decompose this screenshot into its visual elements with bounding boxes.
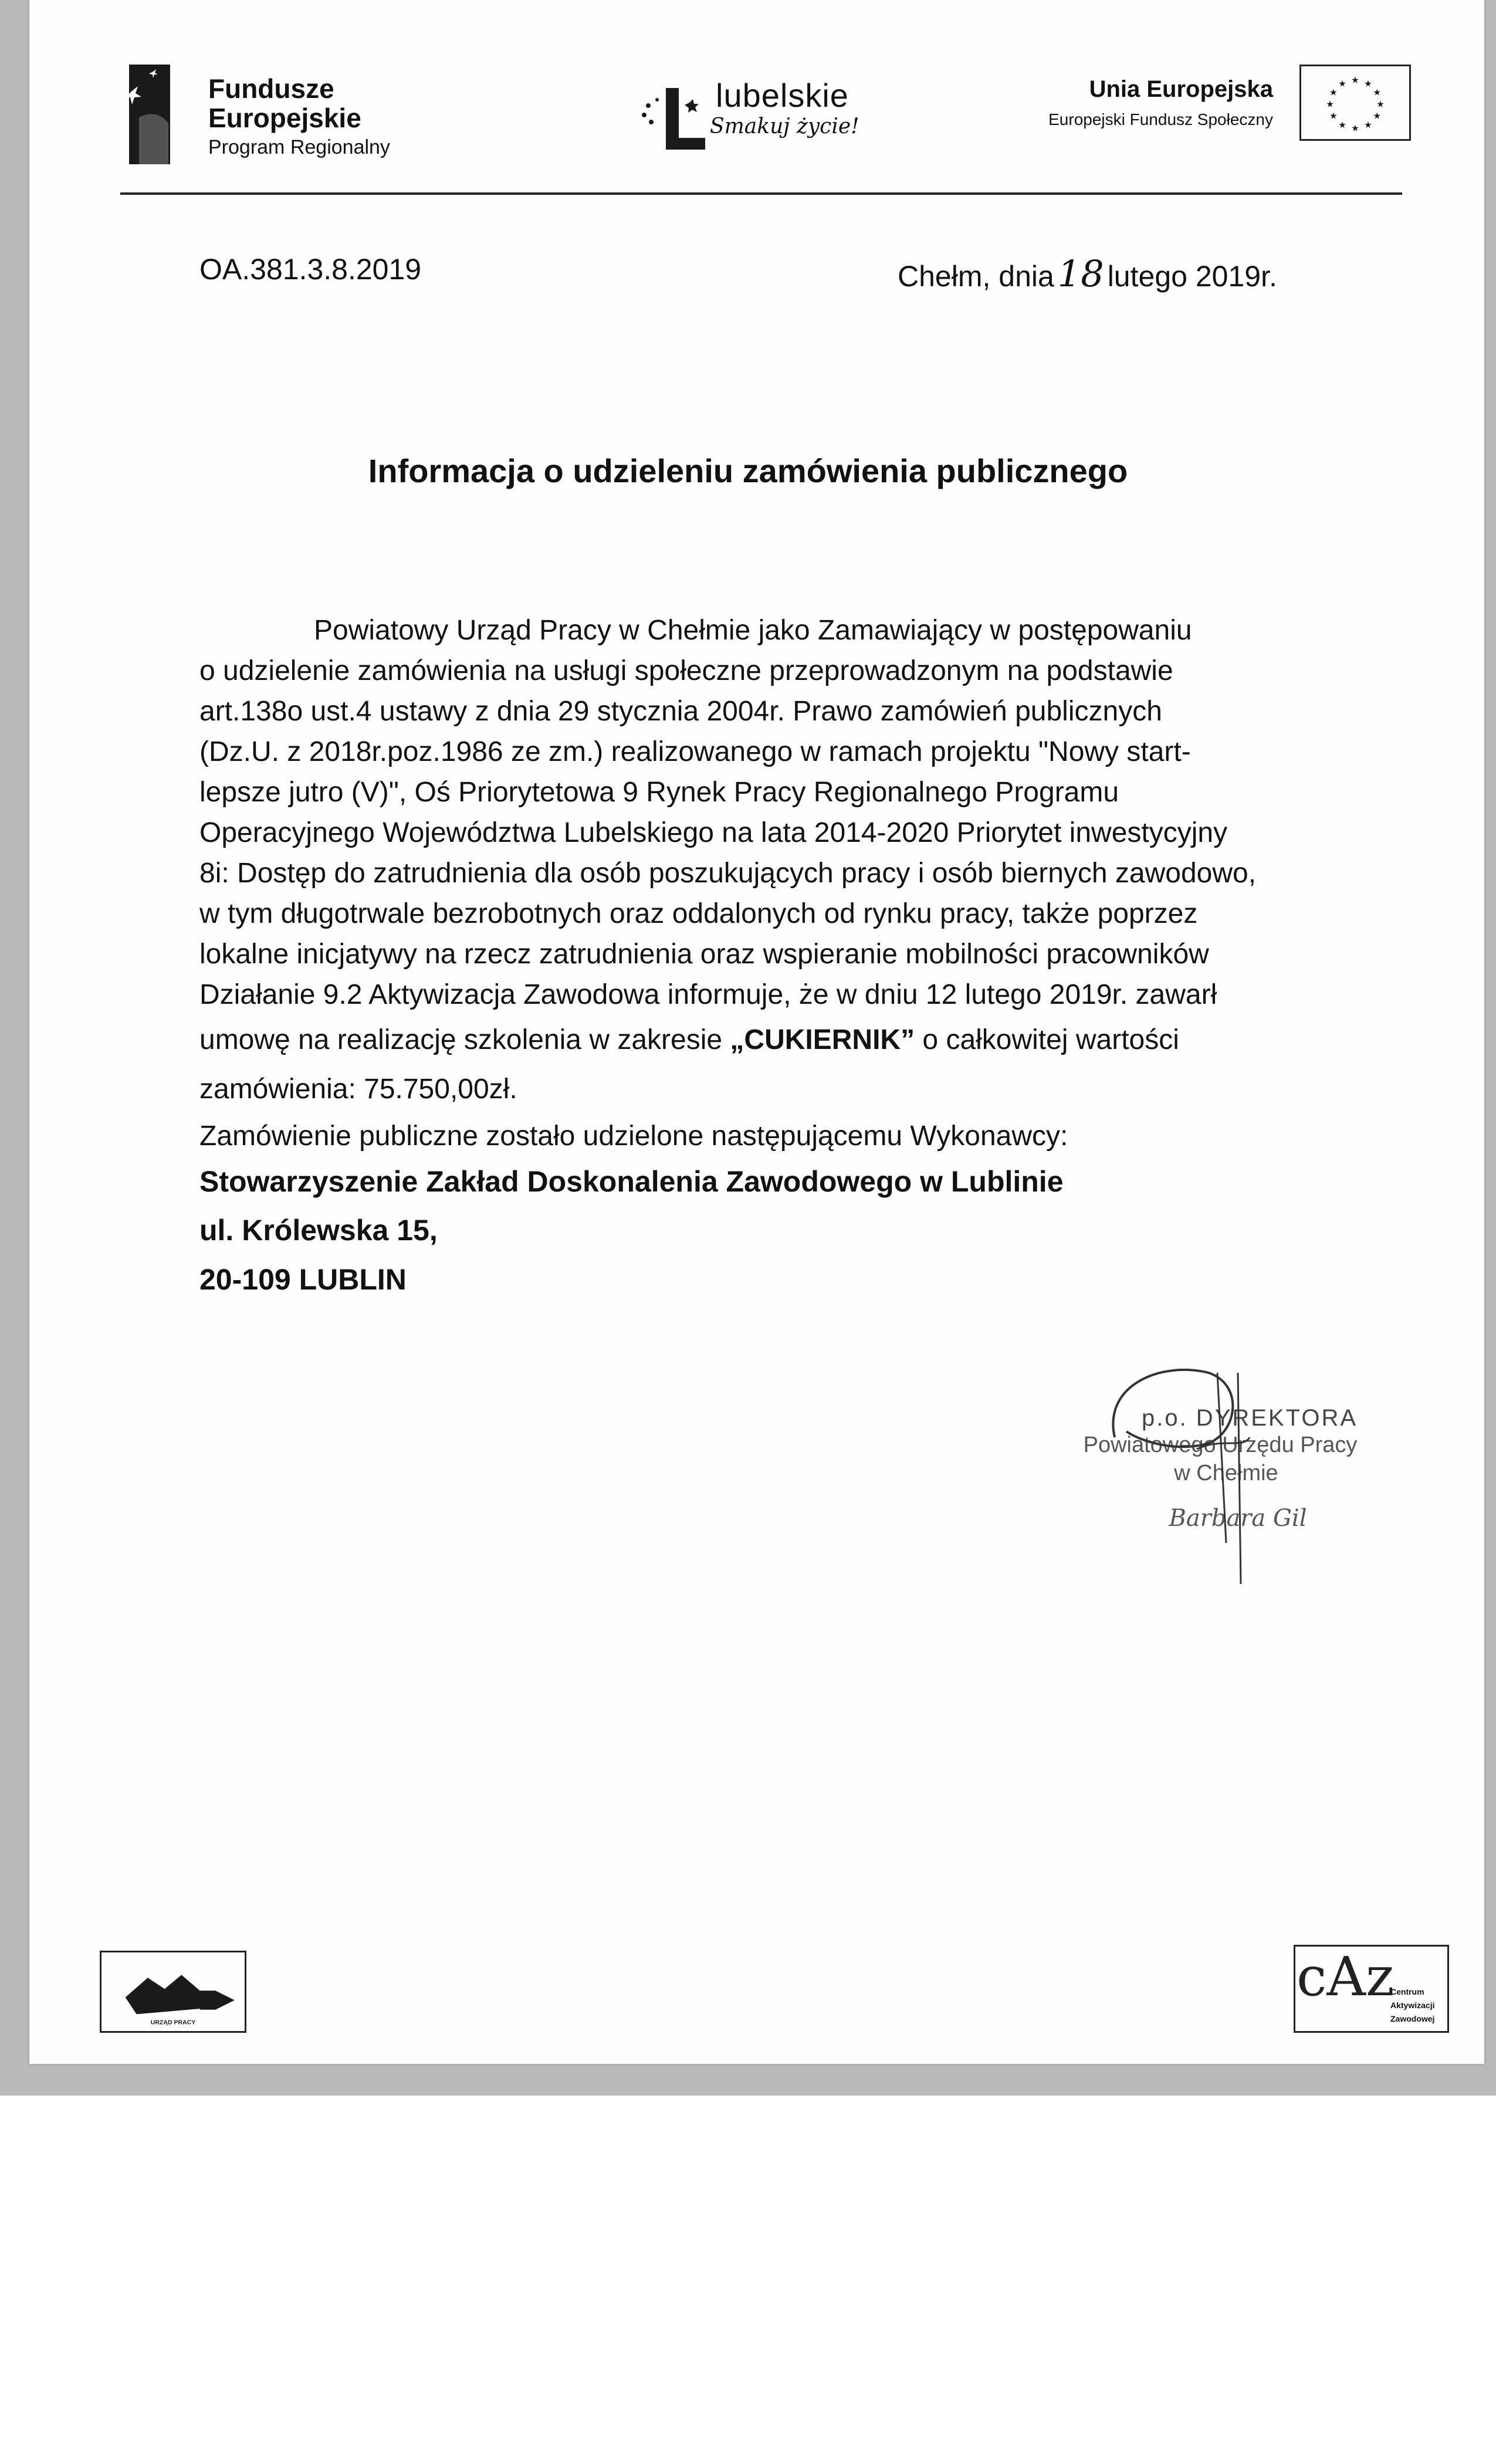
svg-text:★: ★ [1338, 119, 1346, 130]
fe-logo-line2: Europejskie [208, 103, 361, 133]
caz-logo-letters: cAz [1297, 1945, 1395, 2008]
contractor-street: ul. Królewska 15, [199, 1214, 438, 1247]
body-line-5: lepsze jutro (V)", Oś Priorytetowa 9 Rynek Pracy Regionalnego Programu [199, 777, 1119, 808]
body-line-6: Operacyjnego Województwa Lubelskiego na lata 2014-2020 Priorytet inwestycyjny [199, 817, 1228, 848]
body-line-2: o udzielenie zamówienia na usługi społeczne przeprowadzonym na podstawie [199, 655, 1173, 686]
urzad-pracy-logo-icon [100, 1951, 246, 2033]
body-line-7: 8i: Dostęp do zatrudnienia dla osób poszukujących pracy i osób biernych zawodowo, [199, 858, 1257, 889]
body-line-10: Działanie 9.2 Aktywizacja Zawodowa informuje, że w dniu 12 lutego 2019r. zawarł [199, 979, 1217, 1010]
svg-text:★: ★ [1373, 87, 1382, 98]
svg-text:★: ★ [1364, 119, 1372, 130]
caz-logo-line3: Zawodowej [1390, 2014, 1435, 2023]
contract-line [199, 1020, 1179, 1060]
contractor-name: Stowarzyszenie Zakład Doskonalenia Zawodowego w Lublinie [199, 1165, 1064, 1198]
lubelskie-logo-title: lubelskie [716, 77, 849, 114]
body-line-3: art.138o ust.4 ustawy z dnia 29 stycznia 2004r. Prawo zamówień publicznych [199, 696, 1162, 727]
lubelskie-logo-icon [634, 76, 716, 158]
stamp-signatory-name: Barbara Gil [1169, 1505, 1307, 1532]
body-line-8: w tym długotrwale bezrobotnych oraz oddalonych od rynku pracy, także poprzez [199, 898, 1198, 929]
fe-logo-line3: Program Regionalny [208, 136, 390, 158]
pup-logo-text: URZĄD PRACY [150, 2019, 196, 2026]
stamp-city: w Chełmie [1174, 1461, 1278, 1485]
caz-logo-line2: Aktywizacji [1390, 2001, 1435, 2010]
date-place: Chełm, dnia [898, 260, 1054, 293]
svg-text:★: ★ [1329, 110, 1338, 121]
fundusze-europejskie-logo-icon [97, 59, 202, 170]
svg-text:★: ★ [1376, 99, 1385, 110]
contract-line-end: o całkowitej wartości [915, 1024, 1179, 1055]
document-title: Informacja o udzieleniu zamówienia publicznego [368, 452, 1128, 489]
body-line-4: (Dz.U. z 2018r.poz.1986 ze zm.) realizowanego w ramach projektu "Nowy start- [199, 736, 1191, 767]
stamp-position: p.o. DYREKTORA [1141, 1405, 1358, 1431]
contract-line-start: umowę na realizację szkolenia w zakresie [199, 1024, 730, 1055]
eu-logo-subtitle: Europejski Fundusz Społeczny [1048, 110, 1273, 128]
eu-logo-title: Unia Europejska [1089, 76, 1273, 102]
body-line-1: Powiatowy Urząd Pracy w Chełmie jako Zamawiający w postępowaniu [314, 615, 1192, 646]
document-date [898, 252, 1277, 295]
svg-text:★: ★ [1373, 110, 1382, 121]
fe-logo-line1: Fundusze [208, 73, 334, 104]
caz-logo-line1: Centrum [1390, 1987, 1424, 1996]
svg-text:★: ★ [1364, 78, 1372, 89]
svg-text:★: ★ [1326, 99, 1334, 110]
lubelskie-logo-slogan: Smakuj życie! [710, 114, 859, 138]
stamp-office: Powiatowego Urzędu Pracy [1083, 1433, 1358, 1457]
header-divider [120, 192, 1402, 195]
awarded-line: Zamówienie publiczne zostało udzielone następującemu Wykonawcy: [199, 1121, 1068, 1152]
contract-value: zamówienia: 75.750,00zł. [199, 1074, 517, 1105]
svg-text:★: ★ [1351, 75, 1359, 86]
svg-text:★: ★ [1329, 87, 1338, 98]
contractor-city: 20-109 LUBLIN [199, 1263, 407, 1296]
date-day-handwritten: 18 [1057, 252, 1104, 295]
svg-text:★: ★ [1351, 123, 1359, 134]
body-line-9: lokalne inicjatywy na rzecz zatrudnienia oraz wspieranie mobilności pracowników [199, 939, 1209, 970]
reference-number: OA.381.3.8.2019 [199, 253, 422, 286]
svg-text:★: ★ [1338, 78, 1346, 89]
eu-flag-icon [1299, 65, 1411, 141]
handwritten-signature [1091, 1349, 1302, 1596]
date-month-year: lutego 2019r. [1107, 260, 1277, 293]
training-name: „CUKIERNIK” [730, 1024, 915, 1055]
